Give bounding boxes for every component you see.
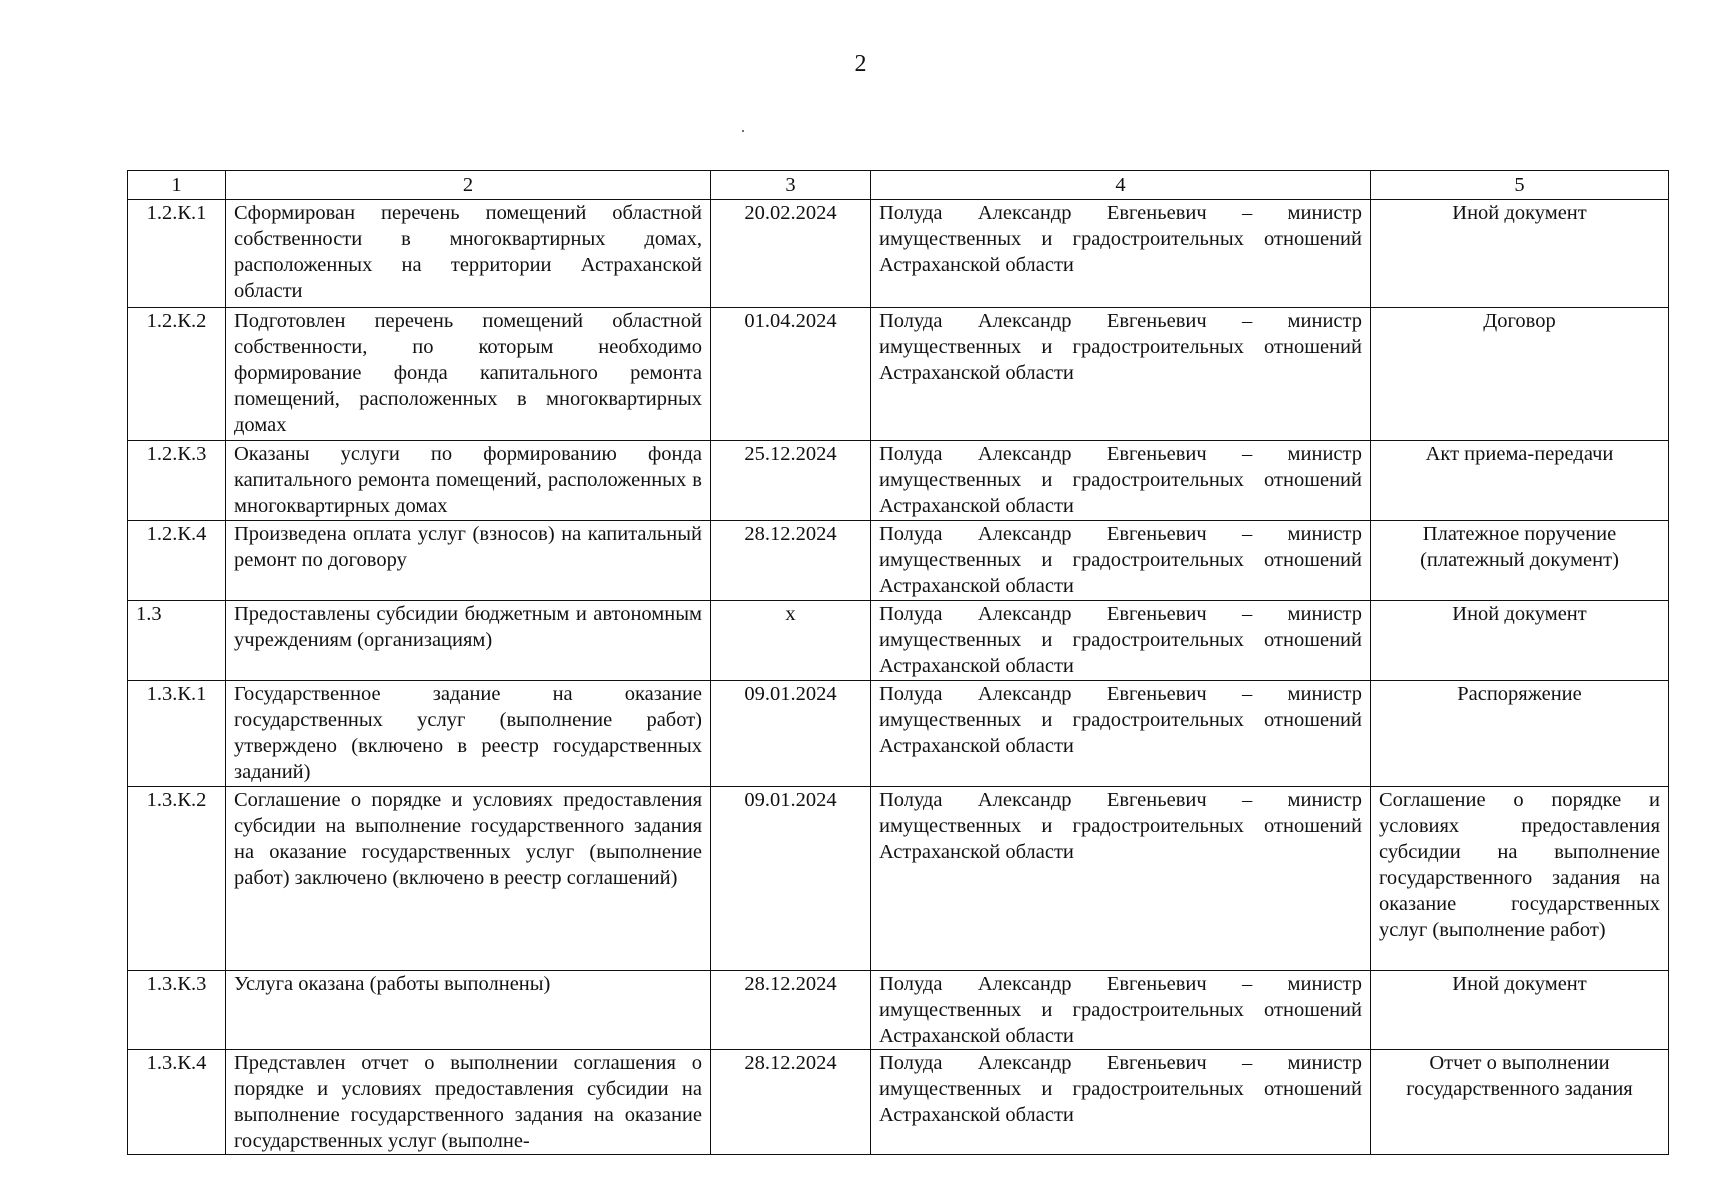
scan-dot	[742, 130, 744, 132]
row-code: 1.2.К.4	[128, 521, 226, 601]
table-body	[128, 200, 1669, 1155]
row-responsible: Полуда Александр Евгеньевич – министр имущественных и градостроительных отношений Астраханской области	[871, 200, 1371, 308]
table-row	[128, 787, 1669, 971]
row-responsible: Полуда Александр Евгеньевич – министр имущественных и градостроительных отношений Астраханской области	[871, 441, 1371, 521]
row-event: Подготовлен перечень помещений областной собственности, по которым необходимо формирование фонда капитального ремонта помещений, расположенных в многоквартирных домах	[226, 308, 711, 441]
row-responsible: Полуда Александр Евгеньевич – министр имущественных и градостроительных отношений Астраханской области	[871, 521, 1371, 601]
row-date: 28.12.2024	[711, 971, 871, 1050]
row-responsible: Полуда Александр Евгеньевич – министр имущественных и градостроительных отношений Астраханской области	[871, 787, 1371, 971]
row-code: 1.2.К.1	[128, 200, 226, 308]
row-event: Услуга оказана (работы выполнены)	[226, 971, 711, 1050]
row-document: Иной документ	[1371, 200, 1669, 308]
row-date: 01.04.2024	[711, 308, 871, 441]
row-event: Представлен отчет о выполнении соглашения о порядке и условиях предоставления субсидии на выполнение государственного задания на оказание государственных услуг (выполне-	[226, 1050, 711, 1155]
table-row	[128, 681, 1669, 787]
row-event: Оказаны услуги по формированию фонда капитального ремонта помещений, расположенных в многоквартирных домах	[226, 441, 711, 521]
row-document: Распоряжение	[1371, 681, 1669, 787]
table-row	[128, 1050, 1669, 1155]
header-col-4: 4	[871, 171, 1371, 200]
row-document: Отчет о выполнении государственного задания	[1371, 1050, 1669, 1155]
row-code: 1.3	[128, 601, 226, 681]
row-document: Платежное поручение (платежный документ)	[1371, 521, 1669, 601]
header-col-1: 1	[128, 171, 226, 200]
row-document: Договор	[1371, 308, 1669, 441]
row-event: Сформирован перечень помещений областной собственности в многоквартирных домах, расположенных на территории Астраханской области	[226, 200, 711, 308]
header-col-3: 3	[711, 171, 871, 200]
row-code: 1.2.К.3	[128, 441, 226, 521]
header-col-2: 2	[226, 171, 711, 200]
row-document: Акт приема-передачи	[1371, 441, 1669, 521]
row-date: 20.02.2024	[711, 200, 871, 308]
row-code: 1.3.К.3	[128, 971, 226, 1050]
header-row	[128, 171, 1669, 200]
table-row	[128, 441, 1669, 521]
table-row	[128, 601, 1669, 681]
row-document: Соглашение о порядке и условиях предоставления субсидии на выполнение государственного задания на оказание государственных услуг (выполнение работ)	[1371, 787, 1669, 971]
row-event: Соглашение о порядке и условиях предоставления субсидии на выполнение государственного задания на оказание государственных услуг (выполнение работ) заключено (включено в реестр соглашений)	[226, 787, 711, 971]
row-event: Произведена оплата услуг (взносов) на капитальный ремонт по договору	[226, 521, 711, 601]
row-code: 1.2.К.2	[128, 308, 226, 441]
row-responsible: Полуда Александр Евгеньевич – министр имущественных и градостроительных отношений Астраханской области	[871, 971, 1371, 1050]
row-responsible: Полуда Александр Евгеньевич – министр имущественных и градостроительных отношений Астраханской области	[871, 601, 1371, 681]
table-row	[128, 971, 1669, 1050]
table-header	[128, 171, 1669, 200]
row-date: 28.12.2024	[711, 1050, 871, 1155]
row-code: 1.3.К.2	[128, 787, 226, 971]
table-row	[128, 308, 1669, 441]
row-responsible: Полуда Александр Евгеньевич – министр имущественных и градостроительных отношений Астраханской области	[871, 308, 1371, 441]
row-code: 1.3.К.1	[128, 681, 226, 787]
table-row	[128, 200, 1669, 308]
row-document: Иной документ	[1371, 601, 1669, 681]
row-code: 1.3.К.4	[128, 1050, 226, 1155]
header-col-5: 5	[1371, 171, 1669, 200]
row-date: 09.01.2024	[711, 681, 871, 787]
row-responsible: Полуда Александр Евгеньевич – министр имущественных и градостроительных отношений Астраханской области	[871, 681, 1371, 787]
control-points-table	[127, 170, 1669, 1155]
row-event: Государственное задание на оказание государственных услуг (выполнение работ) утверждено (включено в реестр государственных заданий)	[226, 681, 711, 787]
row-document: Иной документ	[1371, 971, 1669, 1050]
row-responsible: Полуда Александр Евгеньевич – министр имущественных и градостроительных отношений Астраханской области	[871, 1050, 1371, 1155]
row-date: 25.12.2024	[711, 441, 871, 521]
row-date: x	[711, 601, 871, 681]
row-event: Предоставлены субсидии бюджетным и автономным учреждениям (организациям)	[226, 601, 711, 681]
page-number: 2	[854, 51, 867, 77]
table-row	[128, 521, 1669, 601]
row-date: 28.12.2024	[711, 521, 871, 601]
row-date: 09.01.2024	[711, 787, 871, 971]
